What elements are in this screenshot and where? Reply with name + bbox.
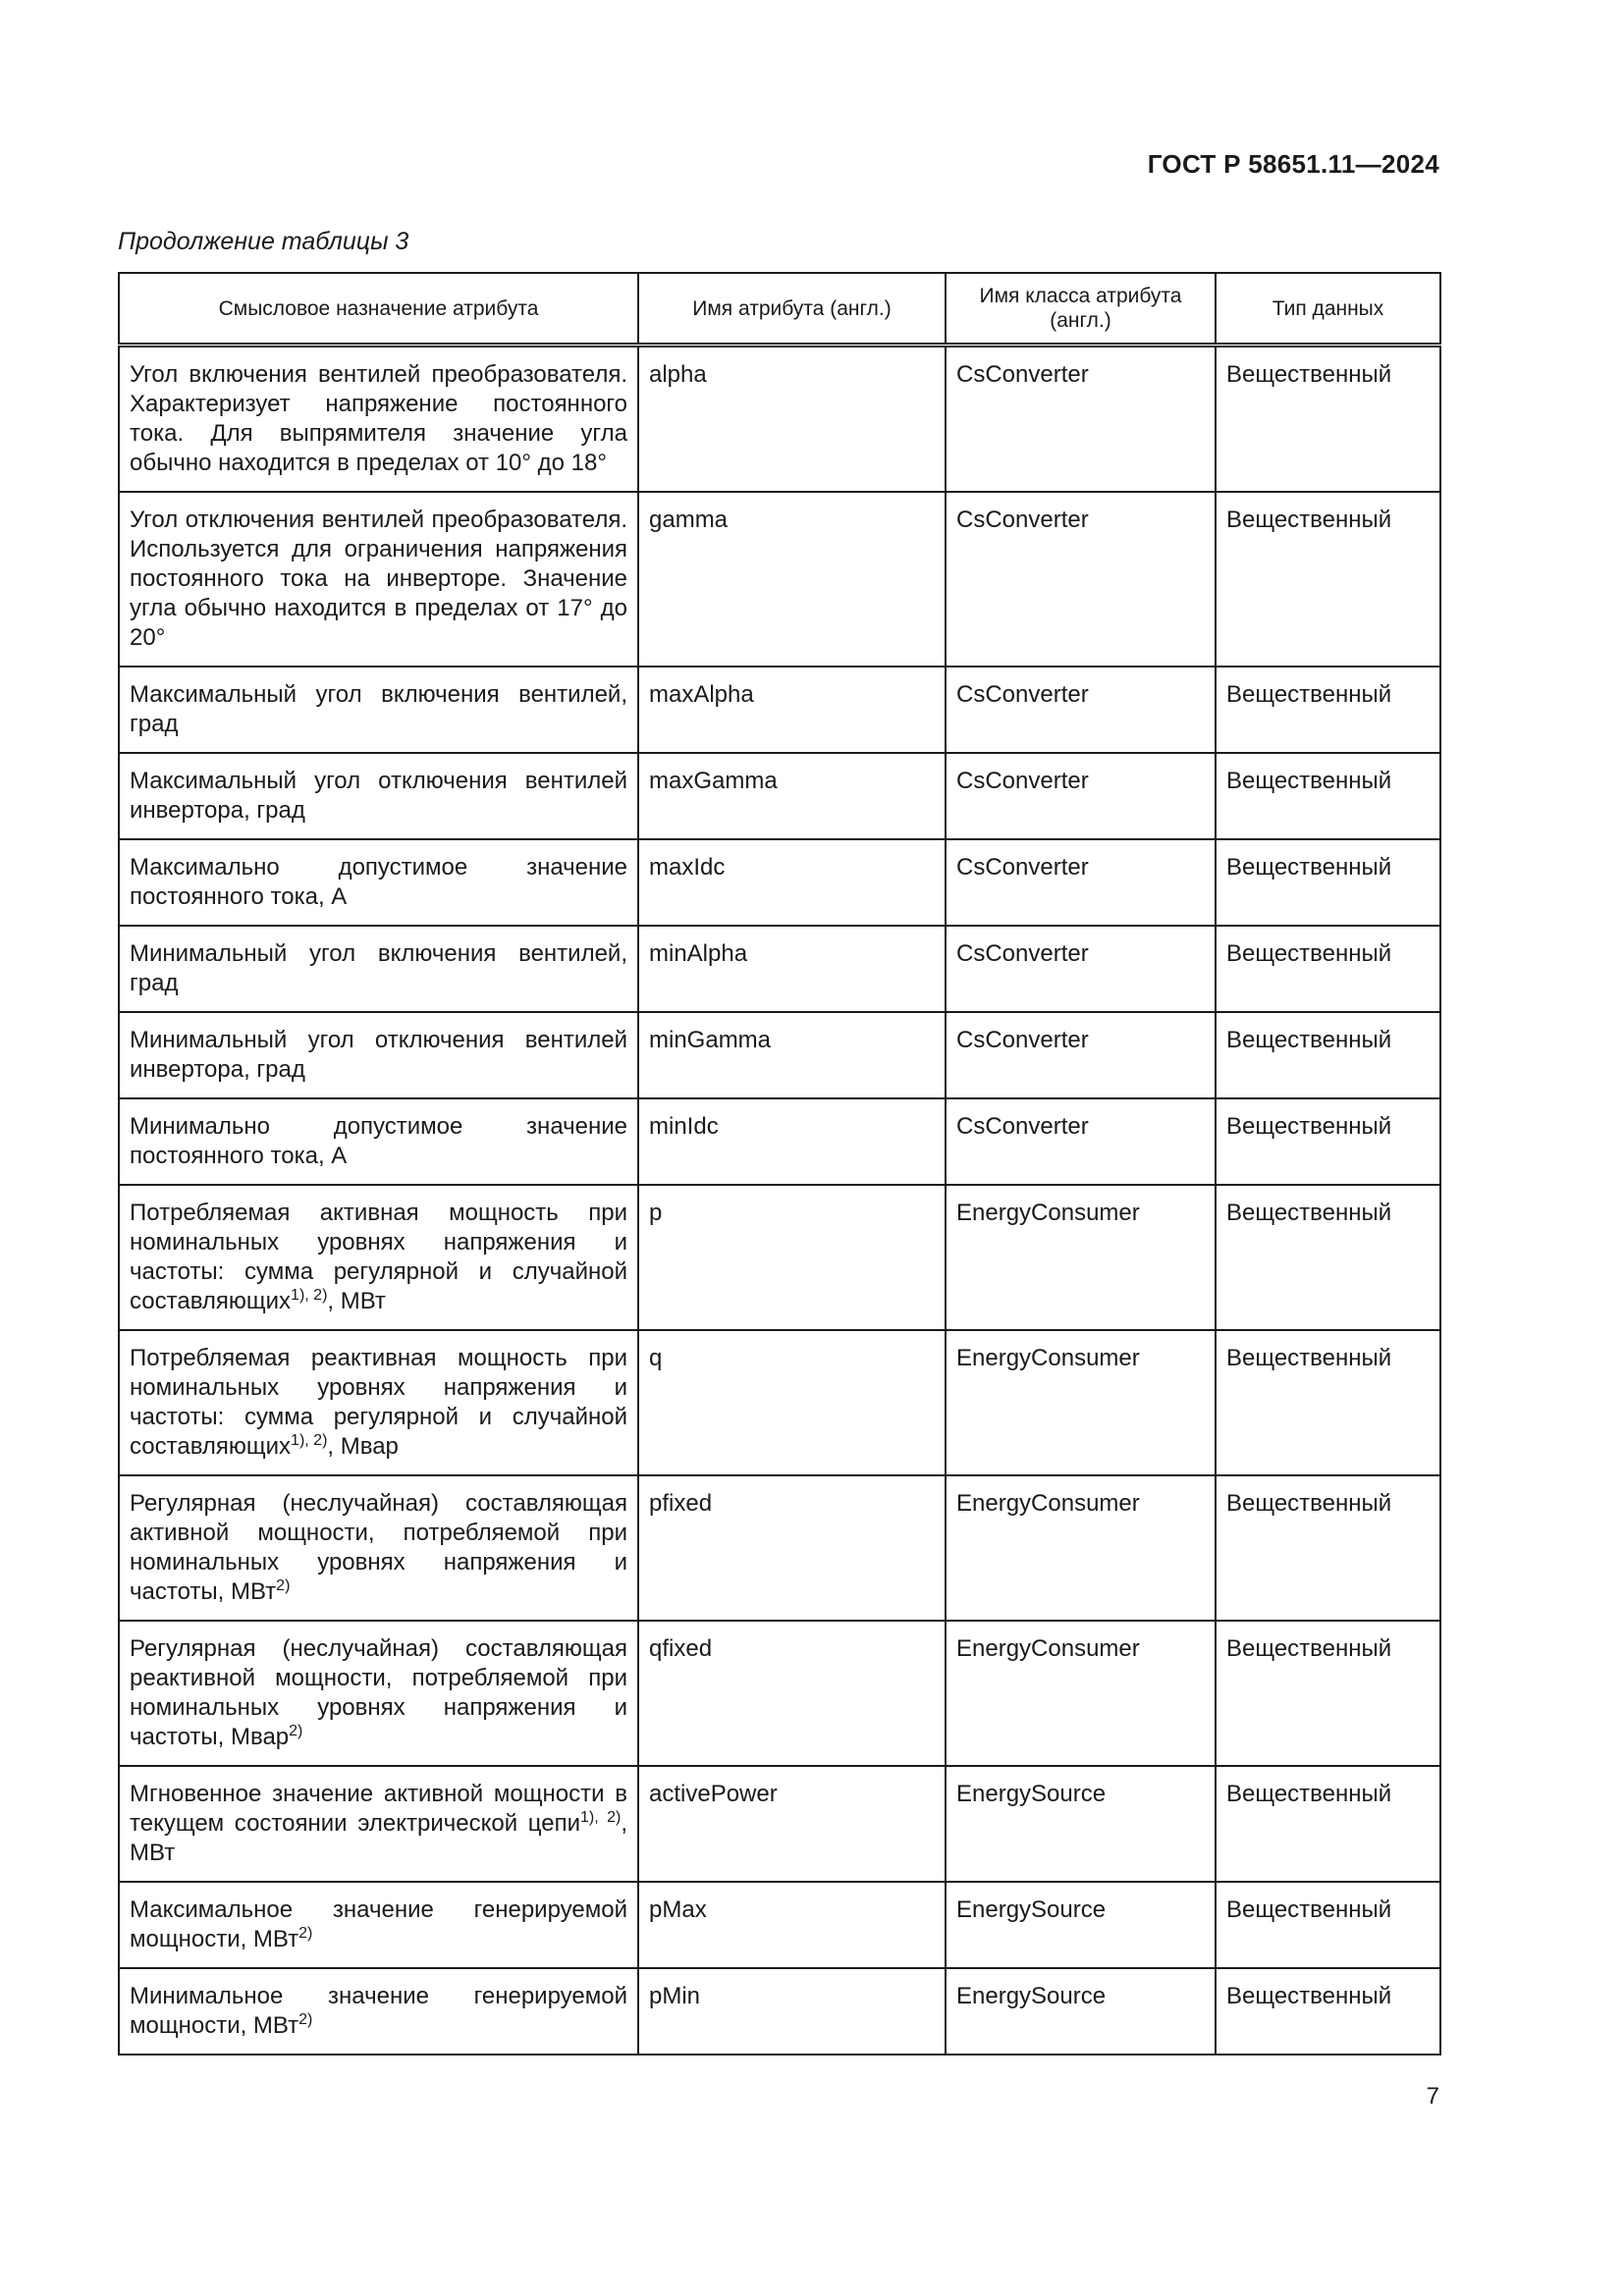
attribute-name-cell: alpha — [638, 346, 946, 493]
data-type-cell: Вещественный — [1216, 1882, 1440, 1968]
attribute-description-cell — [119, 753, 638, 839]
attributes-table — [118, 272, 1441, 2056]
attribute-description: Минимальное значение генерируемой мощности, МВт — [130, 1983, 627, 2039]
column-header: Имя атрибута (англ.) — [638, 273, 946, 346]
table-row — [119, 839, 1440, 926]
attribute-description: Минимальный угол отключения вентилей инвертора, град — [130, 1027, 627, 1083]
attribute-class-cell: EnergyConsumer — [946, 1621, 1216, 1766]
table-row — [119, 926, 1440, 1012]
attribute-class-cell: CsConverter — [946, 346, 1216, 493]
data-type-cell: Вещественный — [1216, 1968, 1440, 2055]
data-type-cell: Вещественный — [1216, 1185, 1440, 1330]
table-row — [119, 1475, 1440, 1621]
attribute-name-cell: maxAlpha — [638, 667, 946, 753]
data-type-cell: Вещественный — [1216, 839, 1440, 926]
table-row — [119, 1012, 1440, 1098]
footnote-reference: 2) — [298, 1925, 313, 1942]
attribute-class-cell: EnergyConsumer — [946, 1475, 1216, 1621]
attribute-name-cell: pMin — [638, 1968, 946, 2055]
table-row — [119, 1185, 1440, 1330]
footnote-reference: 1), 2) — [580, 1809, 622, 1826]
attribute-class-cell: CsConverter — [946, 667, 1216, 753]
attribute-description: Минимально допустимое значение постоянного тока, А — [130, 1113, 627, 1169]
attribute-class-cell: EnergySource — [946, 1968, 1216, 2055]
attribute-description-cell — [119, 346, 638, 493]
table-row — [119, 1621, 1440, 1766]
attribute-name-cell: qfixed — [638, 1621, 946, 1766]
page-number: 7 — [1426, 2083, 1439, 2109]
attribute-class-cell: EnergySource — [946, 1766, 1216, 1882]
table-row — [119, 492, 1440, 667]
data-type-cell: Вещественный — [1216, 926, 1440, 1012]
attribute-class-cell: EnergyConsumer — [946, 1185, 1216, 1330]
table-row — [119, 1766, 1440, 1882]
attribute-class-cell: CsConverter — [946, 839, 1216, 926]
table-row — [119, 1968, 1440, 2055]
footnote-reference: 2) — [276, 1577, 291, 1594]
attribute-unit: , МВт — [130, 1810, 627, 1866]
footnote-reference: 2) — [298, 2011, 313, 2028]
data-type-cell: Вещественный — [1216, 1766, 1440, 1882]
attribute-description: Мгновенное значение активной мощности в текущем состоянии электрической цепи — [130, 1781, 627, 1837]
document-code: ГОСТ Р 58651.11—2024 — [1147, 149, 1439, 179]
attribute-description-cell — [119, 1968, 638, 2055]
attribute-class-cell: CsConverter — [946, 492, 1216, 667]
attribute-description-cell — [119, 1098, 638, 1185]
data-type-cell: Вещественный — [1216, 1012, 1440, 1098]
attribute-name-cell: minIdc — [638, 1098, 946, 1185]
table-row — [119, 1882, 1440, 1968]
column-header: Имя класса атрибута (англ.) — [946, 273, 1216, 346]
attribute-unit: , МВт — [327, 1288, 386, 1314]
column-header: Тип данных — [1216, 273, 1440, 346]
attribute-description: Потребляемая активная мощность при номинальных уровнях напряжения и частоты: сумма регулярной и случайной составляющих — [130, 1200, 627, 1314]
attribute-description-cell — [119, 1621, 638, 1766]
table-row — [119, 346, 1440, 493]
attribute-class-cell: EnergySource — [946, 1882, 1216, 1968]
attribute-name-cell: pMax — [638, 1882, 946, 1968]
attribute-description: Минимальный угол включения вентилей, град — [130, 940, 627, 996]
attribute-name-cell: activePower — [638, 1766, 946, 1882]
attribute-description-cell — [119, 492, 638, 667]
attribute-description: Максимальное значение генерируемой мощности, МВт — [130, 1896, 627, 1952]
attribute-name-cell: minAlpha — [638, 926, 946, 1012]
data-type-cell: Вещественный — [1216, 753, 1440, 839]
table-body — [119, 346, 1440, 2056]
data-type-cell: Вещественный — [1216, 667, 1440, 753]
table-row — [119, 1098, 1440, 1185]
attribute-description-cell — [119, 1185, 638, 1330]
attribute-class-cell: CsConverter — [946, 1012, 1216, 1098]
attribute-name-cell: gamma — [638, 492, 946, 667]
attribute-description: Максимальный угол отключения вентилей инвертора, град — [130, 768, 627, 824]
attribute-description: Максимальный угол включения вентилей, град — [130, 681, 627, 737]
attribute-description-cell — [119, 1766, 638, 1882]
attribute-description: Регулярная (неслучайная) составляющая активной мощности, потребляемой при номинальных уровнях напряжения и частоты, МВт — [130, 1490, 627, 1605]
data-type-cell: Вещественный — [1216, 1098, 1440, 1185]
attribute-class-cell: CsConverter — [946, 1098, 1216, 1185]
data-type-cell: Вещественный — [1216, 1330, 1440, 1475]
table-header-row — [119, 273, 1440, 346]
attribute-description-cell — [119, 1475, 638, 1621]
attribute-description-cell — [119, 1330, 638, 1475]
attribute-unit: , Мвар — [327, 1433, 399, 1460]
attribute-class-cell: CsConverter — [946, 753, 1216, 839]
table-row — [119, 1330, 1440, 1475]
attribute-name-cell: q — [638, 1330, 946, 1475]
footnote-reference: 1), 2) — [291, 1432, 328, 1449]
attribute-name-cell: minGamma — [638, 1012, 946, 1098]
attribute-description-cell — [119, 1012, 638, 1098]
table-row — [119, 753, 1440, 839]
attribute-name-cell: pfixed — [638, 1475, 946, 1621]
data-type-cell: Вещественный — [1216, 1475, 1440, 1621]
attribute-description: Угол отключения вентилей преобразователя. Используется для ограничения напряжения постоянного тока на инверторе. Значение угла обычно находится в пределах от 17° до 20° — [130, 507, 627, 651]
attribute-name-cell: maxIdc — [638, 839, 946, 926]
table-row — [119, 667, 1440, 753]
attribute-description-cell — [119, 1882, 638, 1968]
data-type-cell: Вещественный — [1216, 346, 1440, 493]
attribute-description: Потребляемая реактивная мощность при номинальных уровнях напряжения и частоты: сумма регулярной и случайной составляющих — [130, 1345, 627, 1460]
attribute-description-cell — [119, 839, 638, 926]
footnote-reference: 1), 2) — [291, 1287, 328, 1304]
attribute-name-cell: maxGamma — [638, 753, 946, 839]
footnote-reference: 2) — [289, 1723, 303, 1739]
attribute-description: Угол включения вентилей преобразователя. Характеризует напряжение постоянного тока. Для выпрямителя значение угла обычно находится в пределах от 10° до 18° — [130, 361, 627, 476]
attribute-description: Максимально допустимое значение постоянного тока, А — [130, 854, 627, 910]
data-type-cell: Вещественный — [1216, 492, 1440, 667]
column-header: Смысловое назначение атрибута — [119, 273, 638, 346]
attribute-description-cell — [119, 667, 638, 753]
attribute-class-cell: EnergyConsumer — [946, 1330, 1216, 1475]
attribute-description-cell — [119, 926, 638, 1012]
table-caption: Продолжение таблицы 3 — [118, 228, 409, 255]
attribute-class-cell: CsConverter — [946, 926, 1216, 1012]
attribute-name-cell: p — [638, 1185, 946, 1330]
attribute-description: Регулярная (неслучайная) составляющая реактивной мощности, потребляемой при номинальных уровнях напряжения и частоты, Мвар — [130, 1635, 627, 1750]
data-type-cell: Вещественный — [1216, 1621, 1440, 1766]
